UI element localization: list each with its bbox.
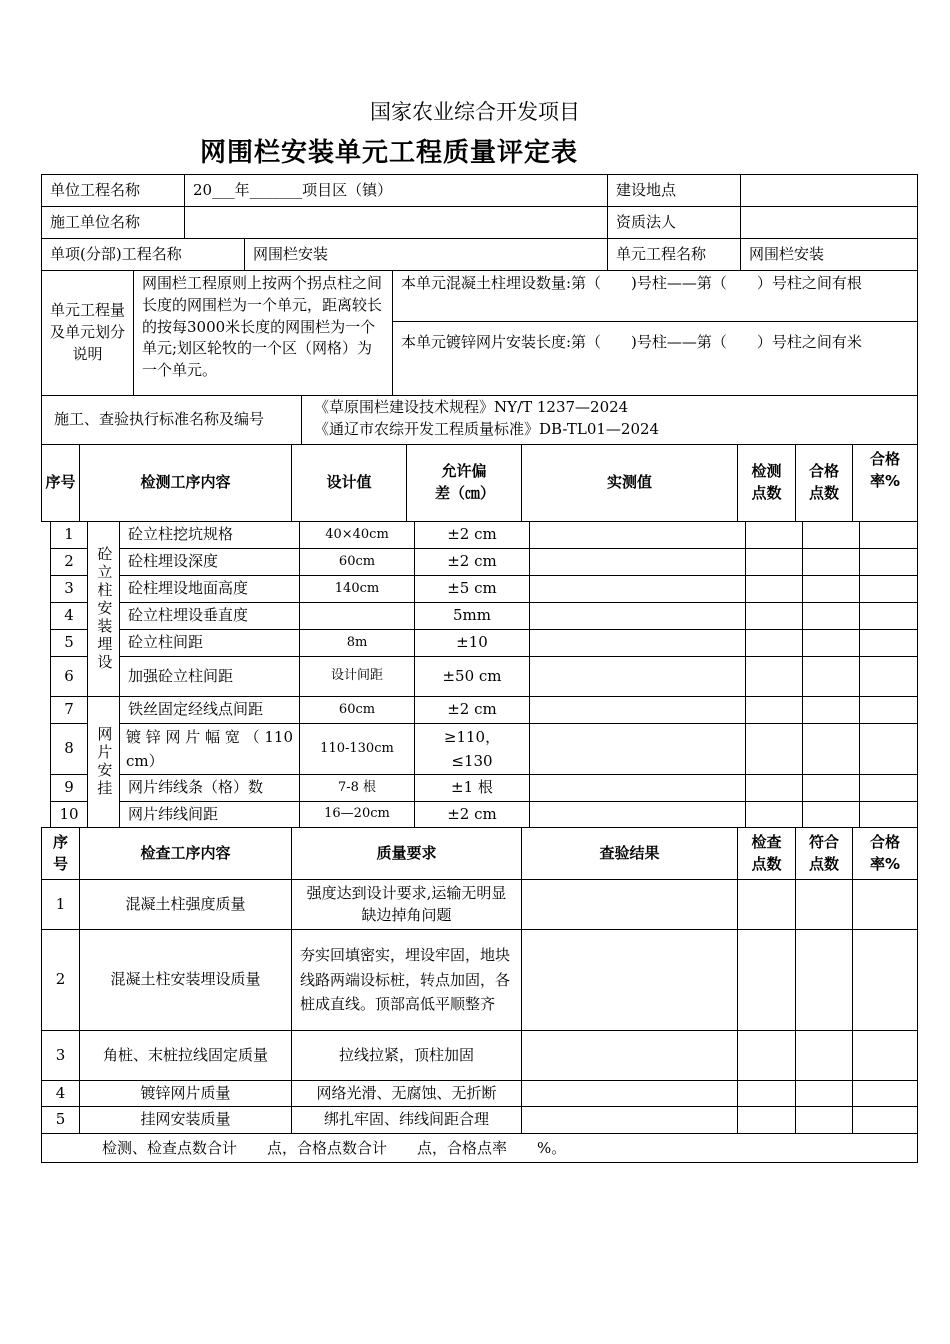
inspection-row-no: 7 xyxy=(50,696,88,724)
check-row-no: 2 xyxy=(41,929,80,1031)
check-row-rate[interactable] xyxy=(852,929,918,1031)
check-seq-header: 序号 xyxy=(41,827,80,880)
inspection-row-pass[interactable] xyxy=(802,575,860,603)
inspection-row-points[interactable] xyxy=(745,629,803,657)
inspection-row-measured[interactable] xyxy=(529,602,746,630)
inspection-row-rate[interactable] xyxy=(859,801,918,828)
inspection-row-tolerance: ≥110，≤130 xyxy=(414,723,530,775)
check-row-item: 混凝土柱安装埋设质量 xyxy=(79,929,292,1031)
check-row-points[interactable] xyxy=(737,879,796,930)
inspection-row-rate[interactable] xyxy=(859,723,918,775)
check-row-result[interactable] xyxy=(521,1030,738,1081)
check-row-ok[interactable] xyxy=(795,879,853,930)
inspection-row-design: 140cm xyxy=(299,575,415,603)
inspection-row-measured[interactable] xyxy=(529,723,746,775)
check-row-requirement: 强度达到设计要求,运输无明显缺边掉角问题 xyxy=(291,879,522,930)
check-row-no: 3 xyxy=(41,1030,80,1081)
check-row-item: 混凝土柱强度质量 xyxy=(79,879,292,930)
col-seq-header: 序号 xyxy=(41,444,80,522)
inspection-row-no: 4 xyxy=(50,602,88,630)
sub-project-value[interactable]: 网围栏安装 xyxy=(244,238,608,271)
check-row-requirement: 拉线拉紧，顶柱加固 xyxy=(291,1030,522,1081)
col-rate-header: 合格率% xyxy=(852,444,918,522)
inspection-row-item: 铁丝固定经线点间距 xyxy=(119,696,300,724)
col-pass-header: 合格点数 xyxy=(795,444,853,522)
inspection-row-rate[interactable] xyxy=(859,575,918,603)
inspection-row-rate[interactable] xyxy=(859,521,918,549)
check-requirement-header: 质量要求 xyxy=(291,827,522,880)
inspection-row-points[interactable] xyxy=(745,774,803,802)
unit-name-value[interactable]: 网围栏安装 xyxy=(740,238,918,271)
inspection-row-no: 5 xyxy=(50,629,88,657)
inspection-row-points[interactable] xyxy=(745,548,803,576)
inspection-row-pass[interactable] xyxy=(802,602,860,630)
check-row-points[interactable] xyxy=(737,1030,796,1081)
inspection-row-pass[interactable] xyxy=(802,548,860,576)
inspection-row-pass[interactable] xyxy=(802,656,860,697)
inspection-row-tolerance: ±2 cm xyxy=(414,521,530,549)
standard-1: 《草原围栏建设技术规程》NY/T 1237—2024 xyxy=(314,398,629,416)
check-row-requirement: 绑扎牢固、纬线间距合理 xyxy=(291,1106,522,1134)
division-text: 网围栏工程原则上按两个拐点柱之间长度的网围栏为一个单元，距离较长的按每3000米长度的网围栏为一个单元;划区轮牧的一个区（网格）为一个单元。 xyxy=(133,270,393,396)
inspection-row-points[interactable] xyxy=(745,723,803,775)
unit-project-label: 单位工程名称 xyxy=(41,174,185,207)
check-ok-header: 符合点数 xyxy=(795,827,853,880)
inspection-row-rate[interactable] xyxy=(859,656,918,697)
inspection-row-pass[interactable] xyxy=(802,774,860,802)
check-row-rate[interactable] xyxy=(852,1030,918,1081)
inspection-row-design: 16—20cm xyxy=(299,801,415,828)
qualification-value[interactable] xyxy=(740,206,918,239)
check-row-no: 1 xyxy=(41,879,80,930)
inspection-row-tolerance: ±5 cm xyxy=(414,575,530,603)
inspection-row-points[interactable] xyxy=(745,801,803,828)
inspection-row-tolerance: ±50 cm xyxy=(414,656,530,697)
inspection-row-rate[interactable] xyxy=(859,774,918,802)
site-value[interactable] xyxy=(740,174,918,207)
inspection-row-measured[interactable] xyxy=(529,656,746,697)
inspection-row-no: 9 xyxy=(50,774,88,802)
contractor-label: 施工单位名称 xyxy=(41,206,185,239)
inspection-row-design: 设计间距 xyxy=(299,656,415,697)
standard-2: 《通辽市农综开发工程质量标准》DB-TL01—2024 xyxy=(314,419,660,438)
inspection-row-points[interactable] xyxy=(745,696,803,724)
check-row-result[interactable] xyxy=(521,1106,738,1134)
check-row-item: 镀锌网片质量 xyxy=(79,1080,292,1107)
check-row-rate[interactable] xyxy=(852,879,918,930)
inspection-row-measured[interactable] xyxy=(529,774,746,802)
inspection-row-no: 8 xyxy=(50,723,88,775)
inspection-row-item: 砼柱埋设深度 xyxy=(119,548,300,576)
standard-values xyxy=(301,395,918,445)
unit-name-label: 单元工程名称 xyxy=(607,238,741,271)
summary-row: 检测、检查点数合计 点，合格点数合计 点，合格点率 %。 xyxy=(41,1133,918,1163)
inspection-row-no: 10 xyxy=(50,801,88,828)
inspection-row-rate[interactable] xyxy=(859,696,918,724)
standard-label: 施工、查验执行标准名称及编号 xyxy=(41,395,302,445)
inspection-row-item: 网片纬线间距 xyxy=(119,801,300,828)
check-row-ok[interactable] xyxy=(795,1030,853,1081)
check-result-header: 查验结果 xyxy=(521,827,738,880)
inspection-row-rate[interactable] xyxy=(859,629,918,657)
check-row-rate[interactable] xyxy=(852,1106,918,1134)
division-label: 单元工程量及单元划分说明 xyxy=(41,270,134,396)
col-content-header: 检测工序内容 xyxy=(79,444,292,522)
check-row-ok[interactable] xyxy=(795,1106,853,1134)
check-row-points[interactable] xyxy=(737,1080,796,1107)
inspection-row-tolerance: ±1 根 xyxy=(414,774,530,802)
check-row-points[interactable] xyxy=(737,929,796,1031)
inspection-row-no: 3 xyxy=(50,575,88,603)
col-design-header: 设计值 xyxy=(291,444,407,522)
inspection-row-no: 2 xyxy=(50,548,88,576)
inspection-row-design: 60cm xyxy=(299,548,415,576)
inspection-row-no: 1 xyxy=(50,521,88,549)
inspection-row-design: 110-130cm xyxy=(299,723,415,775)
check-row-rate[interactable] xyxy=(852,1080,918,1107)
inspection-row-tolerance: ±10 xyxy=(414,629,530,657)
inspection-row-measured[interactable] xyxy=(529,629,746,657)
inspection-row-design: 8m xyxy=(299,629,415,657)
inspection-row-tolerance: 5mm xyxy=(414,602,530,630)
inspection-row-item: 砼立柱埋设垂直度 xyxy=(119,602,300,630)
group-concrete-label: 砼立柱安装埋设 xyxy=(87,521,120,697)
col-tolerance-header: 允许偏差（㎝） xyxy=(406,444,522,522)
inspection-row-tolerance: ±2 cm xyxy=(414,696,530,724)
inspection-row-pass[interactable] xyxy=(802,723,860,775)
inspection-row-rate[interactable] xyxy=(859,548,918,576)
inspection-row-measured[interactable] xyxy=(529,575,746,603)
inspection-row-points[interactable] xyxy=(745,575,803,603)
group-mesh-label: 网片安挂 xyxy=(87,696,120,828)
check-row-result[interactable] xyxy=(521,929,738,1031)
check-row-result[interactable] xyxy=(521,1080,738,1107)
check-row-result[interactable] xyxy=(521,879,738,930)
inspection-row-item: 镀锌网片幅宽（110 cm） xyxy=(119,723,300,775)
inspection-row-tolerance: ±2 cm xyxy=(414,548,530,576)
col-points-header: 检测点数 xyxy=(737,444,796,522)
inspection-row-points[interactable] xyxy=(745,602,803,630)
inspection-row-item: 网片纬线条（格）数 xyxy=(119,774,300,802)
inspection-row-item: 砼柱埋设地面高度 xyxy=(119,575,300,603)
check-row-requirement: 夯实回填密实，埋设牢固，地块线路两端设标桩，转点加固，各桩成直线。顶部高低平顺整齐 xyxy=(291,929,522,1031)
check-rate-header: 合格率% xyxy=(852,827,918,880)
check-row-points[interactable] xyxy=(737,1106,796,1134)
inspection-row-measured[interactable] xyxy=(529,801,746,828)
site-label: 建设地点 xyxy=(607,174,741,207)
inspection-row-item: 砼立柱间距 xyxy=(119,629,300,657)
col-measured-header: 实测值 xyxy=(521,444,738,522)
qualification-label: 资质法人 xyxy=(607,206,741,239)
check-row-no: 5 xyxy=(41,1106,80,1134)
check-row-requirement: 网络光滑、无腐蚀、无折断 xyxy=(291,1080,522,1107)
mesh-length[interactable]: 本单元镀锌网片安装长度:第（ )号柱——第（ ）号柱之间有米 xyxy=(392,321,918,396)
check-points-header: 检查点数 xyxy=(737,827,796,880)
sub-project-label: 单项(分部)工程名称 xyxy=(41,238,245,271)
contractor-value[interactable] xyxy=(184,206,608,239)
inspection-row-tolerance: ±2 cm xyxy=(414,801,530,828)
concrete-qty[interactable]: 本单元混凝土柱埋设数量:第（ )号柱——第（ ）号柱之间有根 xyxy=(392,270,918,322)
check-row-ok[interactable] xyxy=(795,929,853,1031)
unit-project-value[interactable]: 20___年_______项目区（镇） xyxy=(184,174,608,207)
inspection-row-design: 60cm xyxy=(299,696,415,724)
inspection-row-measured[interactable] xyxy=(529,521,746,549)
check-row-no: 4 xyxy=(41,1080,80,1107)
inspection-row-rate[interactable] xyxy=(859,602,918,630)
check-row-item: 挂网安装质量 xyxy=(79,1106,292,1134)
title-project: 国家农业综合开发项目 xyxy=(370,100,580,124)
title-form: 网围栏安装单元工程质量评定表 xyxy=(200,138,579,168)
check-row-item: 角桩、末桩拉线固定质量 xyxy=(79,1030,292,1081)
inspection-row-points[interactable] xyxy=(745,521,803,549)
inspection-row-points[interactable] xyxy=(745,656,803,697)
inspection-row-item: 加强砼立柱间距 xyxy=(119,656,300,697)
check-content-header: 检查工序内容 xyxy=(79,827,292,880)
inspection-row-no: 6 xyxy=(50,656,88,697)
check-row-ok[interactable] xyxy=(795,1080,853,1107)
inspection-row-item: 砼立柱挖坑规格 xyxy=(119,521,300,549)
inspection-row-pass[interactable] xyxy=(802,521,860,549)
inspection-row-pass[interactable] xyxy=(802,629,860,657)
inspection-row-pass[interactable] xyxy=(802,801,860,828)
inspection-row-design: 40×40cm xyxy=(299,521,415,549)
inspection-row-design xyxy=(299,602,415,630)
inspection-row-measured[interactable] xyxy=(529,548,746,576)
inspection-row-measured[interactable] xyxy=(529,696,746,724)
inspection-row-pass[interactable] xyxy=(802,696,860,724)
inspection-row-design: 7-8 根 xyxy=(299,774,415,802)
